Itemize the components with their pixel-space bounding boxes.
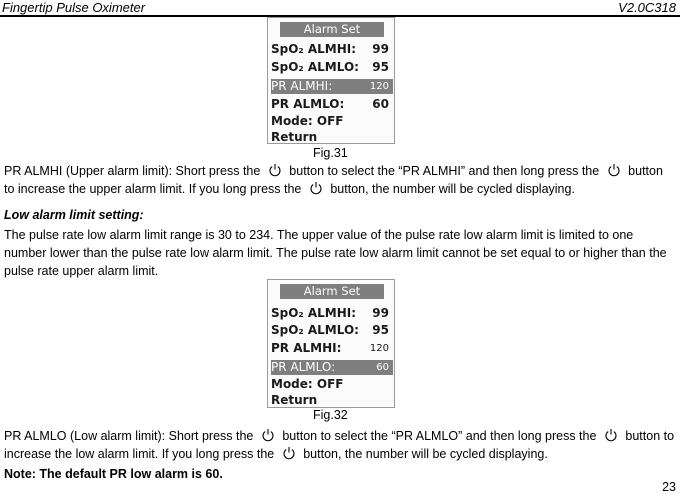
figure-31-caption: Fig.31 bbox=[313, 146, 348, 160]
pr-almhi-paragraph: PR ALMHI (Upper alarm limit): Short press the button to select the “PR ALMHI” and then long press the button to increase the upper alarm limit. If you long press the button, the number will be cycled displaying. bbox=[4, 164, 663, 196]
alarm-set-title: Alarm Set bbox=[280, 284, 384, 299]
spo2-almlo-row: SpO₂ ALMLO: 95 bbox=[271, 323, 389, 337]
low-alarm-paragraph: The pulse rate low alarm limit range is 30 to 234. The upper value of the pulse rate low alarm limit is limited to one number lower than the pulse rate low alarm limit. The pulse rate low alarm limit cannot be set equal to or higher than the pulse rate upper alarm limit. bbox=[4, 228, 667, 278]
spo2-almhi-row: SpO₂ ALMHI: 99 bbox=[271, 42, 389, 56]
power-icon bbox=[282, 446, 296, 460]
figure-32-screen bbox=[267, 279, 395, 408]
pr-almlo-row-selected: PR ALMLO: 60 bbox=[271, 360, 393, 375]
mode-row: Mode: OFF bbox=[271, 377, 344, 391]
return-row: Return bbox=[271, 393, 318, 407]
power-icon bbox=[607, 163, 621, 177]
power-icon bbox=[268, 163, 282, 177]
spo2-almlo-row: SpO₂ ALMLO: 95 bbox=[271, 60, 389, 74]
pr-almhi-row: PR ALMHI: 120 bbox=[271, 341, 389, 355]
return-row: Return bbox=[271, 130, 318, 144]
default-note: Note: The default PR low alarm is 60. bbox=[4, 467, 223, 481]
page-number: 23 bbox=[662, 480, 676, 494]
header-version: V2.0C318 bbox=[618, 0, 676, 15]
pr-almlo-paragraph: PR ALMLO (Low alarm limit): Short press the button to select the “PR ALMLO” and then long press the button to increase the low alarm limit. If you long press the button, the number will be cycled displaying. bbox=[4, 429, 675, 461]
mode-row: Mode: OFF bbox=[271, 114, 344, 128]
low-alarm-heading: Low alarm limit setting: bbox=[4, 208, 144, 222]
header-title: Fingertip Pulse Oximeter bbox=[2, 0, 146, 15]
pr-almhi-row-selected: PR ALMHI: 120 bbox=[271, 79, 393, 94]
power-icon bbox=[309, 181, 323, 195]
figure-32-caption: Fig.32 bbox=[313, 408, 348, 422]
figure-31-screen bbox=[267, 17, 395, 144]
pr-almlo-row: PR ALMLO: 60 bbox=[271, 97, 389, 111]
power-icon bbox=[604, 428, 618, 442]
power-icon bbox=[261, 428, 275, 442]
spo2-almhi-row: SpO₂ ALMHI: 99 bbox=[271, 306, 389, 320]
alarm-set-title: Alarm Set bbox=[280, 22, 384, 37]
